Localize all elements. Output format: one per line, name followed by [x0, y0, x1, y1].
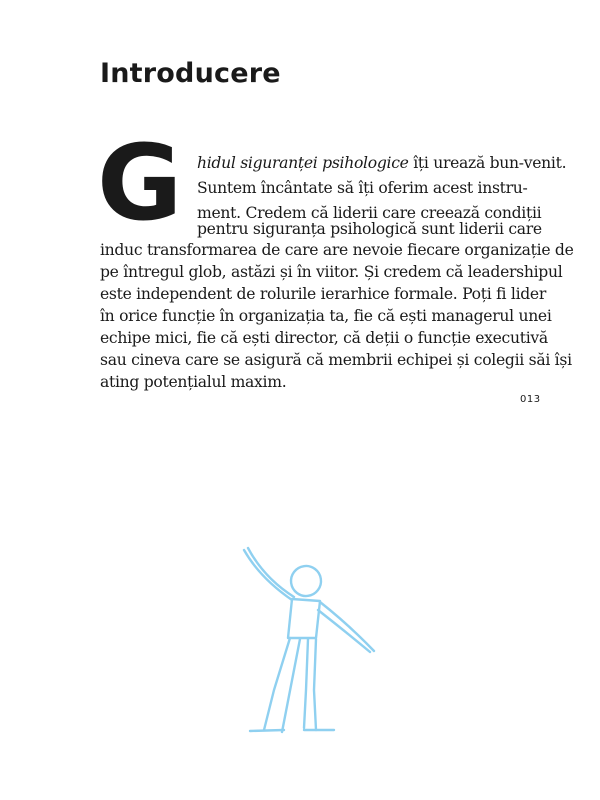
figure-torso [288, 599, 320, 638]
paragraph-line-4: pentru siguranța psihologică sunt liderii care [197, 220, 542, 238]
figure-feet [250, 730, 334, 731]
paragraph-line-1 [197, 153, 566, 173]
paragraph-line-3: ment. Credem că liderii care creează condiții [197, 204, 542, 222]
figure-lowered-arm [320, 602, 374, 651]
drop-cap: G [97, 122, 183, 244]
figure-right-leg [304, 639, 308, 728]
paragraph-line-2: Suntem încântate să îți oferim acest instru- [197, 179, 528, 197]
figure-head [289, 564, 323, 598]
guide-title-italic: hidul siguranței psihologice [197, 154, 409, 172]
paragraph-line-8: în orice funcție în organizația ta, fie că ești managerul unei [100, 307, 552, 325]
paragraph-line-5: induc transformarea de care are nevoie fiecare organizație de [100, 241, 574, 259]
paragraph-line-6: pe întregul glob, astăzi și în viitor. Și credem că leadershipul [100, 263, 563, 281]
paragraph-line-7: este independent de rolurile ierarhice formale. Poți fi lider [100, 285, 547, 303]
paragraph-line-9: echipe mici, fie că ești director, că deții o funcție executivă [100, 329, 548, 347]
chapter-title: Introducere [100, 58, 281, 89]
line-1-rest: îți urează bun-venit. [408, 154, 567, 172]
paragraph-line-10: sau cineva care se asigură că membrii echipei și colegii săi își [100, 351, 572, 369]
stick-figure-waving-icon [230, 540, 390, 740]
page-number: 013 [520, 394, 541, 405]
paragraph-line-11: ating potențialul maxim. [100, 373, 287, 391]
